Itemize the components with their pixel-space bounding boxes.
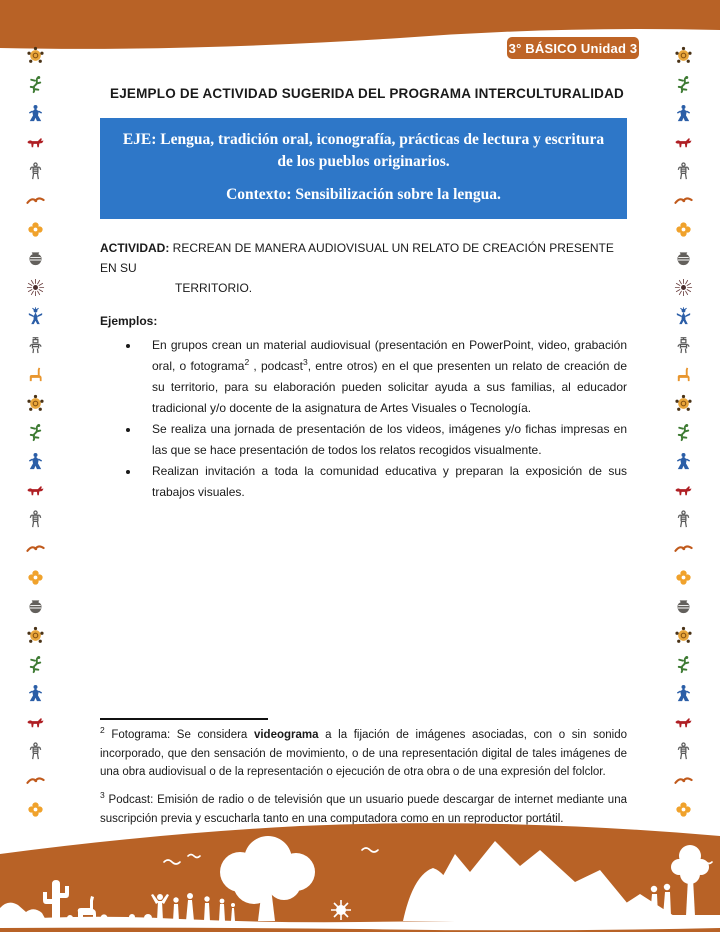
examples-list (100, 335, 627, 503)
red-fox-icon (674, 481, 693, 500)
red-fox-icon (26, 713, 45, 732)
footnote-ref-2: 2 (244, 357, 250, 368)
sun-turtle-icon (674, 394, 693, 413)
eje-context-box (100, 118, 627, 219)
bullet1-text-a: En grupos crean un material audiovisual (presentación en PowerPoint, video, grabación oral, o fotograma (152, 338, 627, 374)
footnote-2-text-b: a la fijación de imágenes asociadas, con o sin sonido incorporado, que den sensación de movimiento, o de una representación digital de tales imágenes de una obra audiovisual o de la representación o ejecución de otra obra o de una expresión del folclor. (100, 729, 627, 779)
footer-bush (67, 915, 73, 921)
bullet1-text-c: , entre otros) en el que presenten un relato de creación de su territorio, para su elaboración pueden solicitar ayuda a sus familias, al educador tradicional y/o docente de la asignatura de Artes Visuales o Tecnología. (152, 359, 627, 416)
flower-icon (674, 800, 693, 819)
human-figure-icon (674, 742, 693, 761)
flower-icon (26, 220, 45, 239)
llama-icon (26, 365, 45, 384)
blue-anthropomorph-icon (26, 452, 45, 471)
human-figure-icon (26, 510, 45, 529)
pot-icon (26, 597, 45, 616)
sun-turtle-icon (26, 46, 45, 65)
document-body (100, 86, 627, 503)
red-fox-icon (26, 133, 45, 152)
sun-turtle-icon (674, 626, 693, 645)
human-figure-icon (26, 162, 45, 181)
list-item (140, 461, 627, 503)
right-icon-border (672, 46, 694, 819)
pot-icon (26, 249, 45, 268)
unit-badge-label: 3° BÁSICO Unidad 3 (508, 40, 638, 56)
human-figure-icon (674, 162, 693, 181)
condor-icon (26, 539, 45, 558)
footer-right-ground (640, 915, 720, 924)
eje-text: EJE: Lengua, tradición oral, iconografía, prácticas de lectura y escritura de los pueblos originarios. (122, 131, 605, 170)
footnote-separator (100, 718, 268, 720)
footer-landscape-illustration (0, 820, 720, 932)
footnotes-section (100, 710, 627, 837)
condor-icon (674, 539, 693, 558)
blue-dancer-icon (674, 307, 693, 326)
sun-star-icon (26, 278, 45, 297)
blue-anthropomorph-icon (674, 104, 693, 123)
examples-heading: Ejemplos: (100, 314, 158, 329)
blue-anthropomorph-icon (26, 104, 45, 123)
footnote-3-marker: 3 (100, 790, 105, 801)
condor-icon (674, 191, 693, 210)
footnote-2-bold-term: videograma (253, 729, 319, 741)
pot-icon (674, 249, 693, 268)
flower-icon (26, 800, 45, 819)
contexto-text: Contexto: Sensibilización sobre la lengua. (226, 186, 501, 203)
red-fox-icon (674, 713, 693, 732)
red-fox-icon (26, 481, 45, 500)
bullet3-text: Realizan invitación a toda la comunidad educativa y preparan la exposición de sus trabajos visuales. (152, 464, 627, 500)
footer-bush (144, 914, 152, 922)
footer-sun (331, 900, 351, 920)
activity-line2: TERRITORIO. (175, 280, 253, 295)
condor-icon (26, 191, 45, 210)
blue-anthropomorph-icon (674, 452, 693, 471)
llama-icon (674, 365, 693, 384)
green-lizard-icon (26, 655, 45, 674)
condor-icon (674, 771, 693, 790)
list-item (140, 419, 627, 461)
left-icon-border (24, 46, 46, 819)
sun-turtle-icon (26, 394, 45, 413)
list-item (140, 335, 627, 419)
footnote-2-marker: 2 (100, 725, 105, 736)
sun-turtle-icon (674, 46, 693, 65)
page-title: EJEMPLO DE ACTIVIDAD SUGERIDA DEL PROGRAMA INTERCULTURALIDAD (110, 86, 625, 101)
unit-badge (505, 35, 641, 61)
footnote-ref-3: 3 (303, 357, 308, 368)
sun-turtle-icon (26, 626, 45, 645)
gray-automaton-icon (26, 336, 45, 355)
footnote-2-text-a: Fotograma: Se considera (104, 729, 254, 741)
gray-automaton-icon (674, 336, 693, 355)
human-figure-icon (26, 742, 45, 761)
flower-icon (26, 568, 45, 587)
activity-label: ACTIVIDAD: (100, 241, 170, 255)
sun-star-icon (674, 278, 693, 297)
bullet1-text-b: , podcast (249, 359, 304, 374)
footer-bush (100, 914, 107, 921)
flower-icon (674, 568, 693, 587)
green-lizard-icon (674, 655, 693, 674)
flower-icon (674, 220, 693, 239)
activity-statement (100, 239, 627, 298)
blue-anthropomorph-icon (674, 684, 693, 703)
footer-bush (129, 914, 135, 920)
pot-icon (674, 597, 693, 616)
footnote-3-text: Podcast: Emisión de radio o de televisión que un usuario puede descargar de internet mediante una suscripción previa y escucharla tanto en una computadora como en un reproductor portátil. (100, 793, 627, 825)
red-fox-icon (674, 133, 693, 152)
activity-line1: RECREAN DE MANERA AUDIOVISUAL UN RELATO DE CREACIÓN PRESENTE EN SU (100, 241, 614, 275)
blue-dancer-icon (26, 307, 45, 326)
green-lizard-icon (674, 75, 693, 94)
blue-anthropomorph-icon (26, 684, 45, 703)
green-lizard-icon (26, 75, 45, 94)
footnote-2 (100, 726, 627, 782)
bullet2-text: Se realiza una jornada de presentación de los videos, imágenes y/o fichas impresas en las que se hace presentación de todos los relatos recogidos visualmente. (152, 422, 627, 458)
human-figure-icon (674, 510, 693, 529)
green-lizard-icon (26, 423, 45, 442)
green-lizard-icon (674, 423, 693, 442)
condor-icon (26, 771, 45, 790)
